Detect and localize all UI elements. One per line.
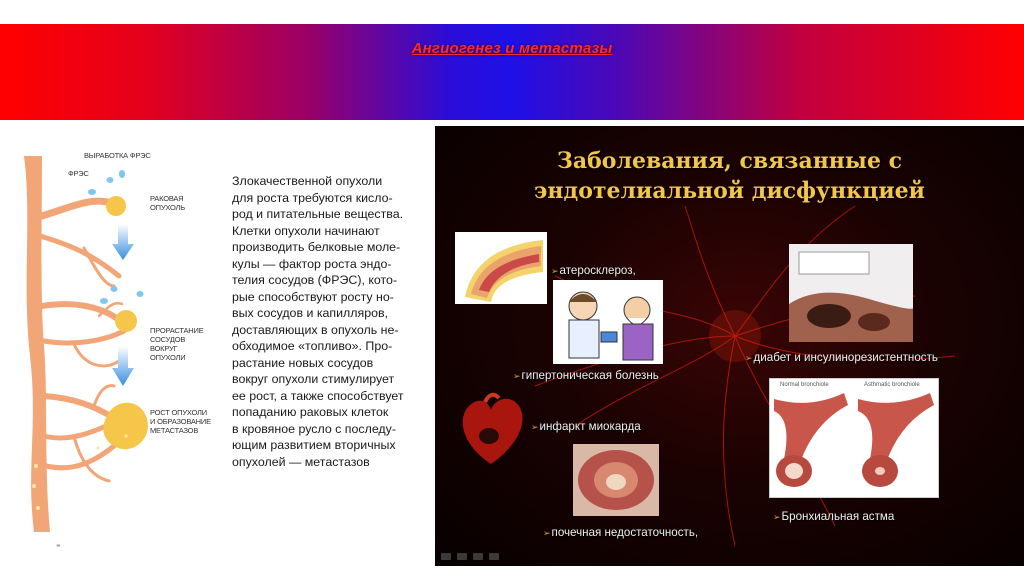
bronchi-image [769,378,939,498]
sprouting-label-line3: ВОКРУГ [150,344,178,353]
sprouting-label-line1: ПРОРАСТАНИЕ [150,326,204,335]
text-line: телия сосудов (ФРЭС), кото- [232,273,398,287]
arrow-icon: ➢ [513,371,521,381]
artery-image [455,232,547,304]
hypertension-label [513,369,659,382]
atherosclerosis-label [551,264,636,277]
metastasis-label [150,408,211,435]
kidney-image [573,444,659,516]
arrow-icon: ➢ [745,353,753,363]
arrow-icon: ➢ [531,422,539,432]
tumor-label-line2: ОПУХОЛЬ [150,203,185,212]
arrow-icon: ➢ [543,528,551,538]
atherosclerosis-text: атеросклероз, [559,264,636,277]
blood-pressure-cartoon [553,280,663,364]
text-line: растание новых сосудов [232,355,374,370]
text-line: Злокачественной опухоли [232,174,383,188]
text-line: ющим развитием вторичных [232,438,396,452]
normal-bronchiole-caption: Normal bronchiole [780,382,829,388]
menu-icon[interactable] [473,553,483,560]
sprouting-label-line4: ОПУХОЛИ [150,353,186,362]
text-line: вых сосудов и капилляров, [232,306,389,320]
asthma-label [773,510,894,523]
slide-title-line2: эндотелиальной дисфункцией [534,178,925,204]
diabetes-text: диабет и инсулинорезистентность [753,351,938,364]
slide-toolbar [441,553,499,560]
tumor-label [150,194,185,212]
prev-slide-icon[interactable] [441,553,451,560]
sprouting-label [150,326,204,362]
text-line: производить белковые моле- [232,240,401,254]
next-slide-icon[interactable] [489,553,499,560]
description-text [232,173,432,470]
text-line: рые способствуют росту но- [232,289,394,304]
text-line: доставляющих в опухоль не- [232,322,399,337]
text-line: вокруг опухоли стимулирует [232,372,395,386]
hypertension-text: гипертоническая болезнь [521,369,659,382]
metastasis-label-line1: РОСТ ОПУХОЛИ [150,408,207,417]
asthmatic-bronchiole-caption: Asthmatic bronchiole [864,382,920,388]
heart-image [455,388,527,468]
arrow-icon: ➢ [773,512,781,522]
text-line: кулы — фактор роста эндо- [232,256,392,271]
title-banner [0,24,1024,120]
text-line: попаданию раковых клеток [232,405,389,419]
diabetes-label [745,351,938,364]
diabetic-foot-image [789,244,913,342]
text-line: в кровяное русло с последу- [232,421,396,436]
sprouting-label-line2: СОСУДОВ [150,335,186,344]
text-line: ее рост, а также способствует [232,388,404,403]
renal-failure-text: почечная недостаточность, [551,526,699,539]
metastasis-label-line3: МЕТАСТАЗОВ [150,426,199,435]
text-line: опухолей — метастазов [232,454,370,469]
arrow-icon: ➢ [551,266,559,276]
metastasis-label-line2: И ОБРАЗОВАНИЕ [150,417,211,426]
text-line: род и питательные вещества. [232,207,404,221]
infarction-label [531,420,641,433]
text-line: Клетки опухоли начинают [232,223,380,238]
tumor-label-line1: РАКОВАЯ [150,194,184,203]
infarction-text: инфаркт миокарда [539,420,641,433]
asthma-text: Бронхиальная астма [781,510,895,523]
text-line: для роста требуются кисло- [232,190,393,205]
text-line: обходимое «топливо». Про- [232,339,393,353]
slide-title-line1: Заболевания, связанные с [556,148,903,174]
vegf-production-label: ВЫРАБОТКА ФРЭС [84,151,151,160]
slide-marker: ⁼ [56,542,61,552]
diseases-slide [435,126,1024,566]
vegf-label: ФРЭС [68,169,89,178]
page-title: Ангиогенез и метастазы [411,40,613,57]
angiogenesis-diagram [14,136,220,536]
slide-title [435,146,1024,206]
renal-failure-label [543,526,698,539]
pen-icon[interactable] [457,553,467,560]
